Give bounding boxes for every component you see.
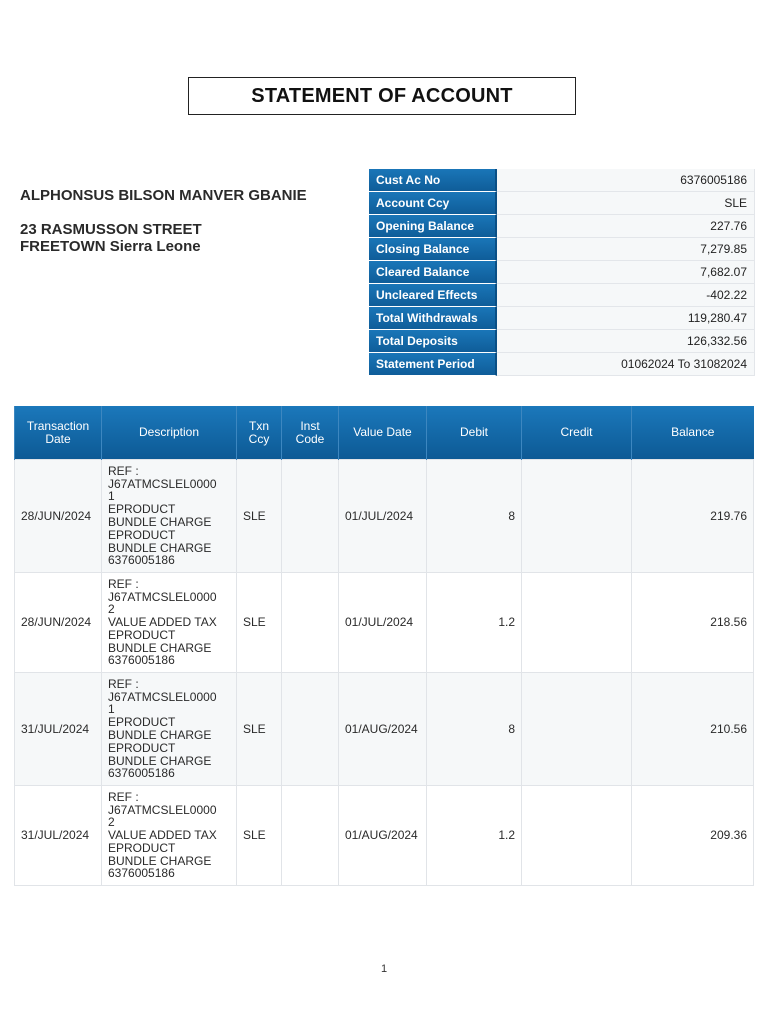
summary-value: 7,279.85 — [497, 238, 755, 261]
transactions-table — [14, 406, 754, 886]
summary-row — [369, 353, 755, 376]
table-row — [15, 460, 754, 573]
txn-credit — [522, 460, 632, 573]
page-number: 1 — [380, 963, 388, 975]
header-transaction-date: Transaction Date — [15, 406, 102, 460]
summary-row — [369, 238, 755, 261]
table-row — [15, 673, 754, 786]
summary-value: 01062024 To 31082024 — [497, 353, 755, 376]
summary-row — [369, 284, 755, 307]
customer-block — [20, 187, 340, 255]
summary-row — [369, 307, 755, 330]
txn-balance: 219.76 — [632, 460, 754, 573]
summary-value: 7,682.07 — [497, 261, 755, 284]
txn-description: REF : J67ATMCSLEL0000 1 EPRODUCT BUNDLE CHARGE EPRODUCT BUNDLE CHARGE 6376005186 — [102, 460, 237, 573]
summary-row — [369, 261, 755, 284]
summary-label: Closing Balance — [369, 238, 497, 261]
header-value-date: Value Date — [339, 406, 427, 460]
statement-title: STATEMENT OF ACCOUNT — [188, 77, 576, 115]
txn-inst-code — [282, 673, 339, 786]
txn-inst-code — [282, 573, 339, 673]
summary-row — [369, 330, 755, 353]
txn-debit: 1.2 — [427, 573, 522, 673]
header-credit: Credit — [522, 406, 632, 460]
summary-label: Uncleared Effects — [369, 284, 497, 307]
account-summary-table — [369, 169, 755, 376]
table-row — [15, 573, 754, 673]
txn-value-date: 01/AUG/2024 — [339, 786, 427, 886]
txn-debit: 8 — [427, 673, 522, 786]
summary-label: Opening Balance — [369, 215, 497, 238]
txn-inst-code — [282, 786, 339, 886]
summary-value: 126,332.56 — [497, 330, 755, 353]
txn-credit — [522, 786, 632, 886]
table-row — [15, 786, 754, 886]
txn-ccy: SLE — [237, 673, 282, 786]
summary-label: Account Ccy — [369, 192, 497, 215]
summary-label: Total Withdrawals — [369, 307, 497, 330]
txn-date: 31/JUL/2024 — [15, 786, 102, 886]
header-debit: Debit — [427, 406, 522, 460]
summary-value: 227.76 — [497, 215, 755, 238]
transactions-header-row — [15, 406, 754, 460]
txn-credit — [522, 573, 632, 673]
summary-label: Statement Period — [369, 353, 497, 376]
summary-value: 119,280.47 — [497, 307, 755, 330]
txn-value-date: 01/AUG/2024 — [339, 673, 427, 786]
summary-label: Total Deposits — [369, 330, 497, 353]
txn-ccy: SLE — [237, 573, 282, 673]
txn-debit: 1.2 — [427, 786, 522, 886]
txn-debit: 8 — [427, 460, 522, 573]
address-line-1: 23 RASMUSSON STREET — [20, 221, 202, 238]
txn-balance: 218.56 — [632, 573, 754, 673]
txn-balance: 210.56 — [632, 673, 754, 786]
customer-name: ALPHONSUS BILSON MANVER GBANIE — [20, 187, 307, 204]
txn-date: 28/JUN/2024 — [15, 460, 102, 573]
header-txn-ccy: Txn Ccy — [237, 406, 282, 460]
summary-row — [369, 169, 755, 192]
header-description: Description — [102, 406, 237, 460]
summary-label: Cleared Balance — [369, 261, 497, 284]
header-balance: Balance — [632, 406, 754, 460]
txn-description: REF : J67ATMCSLEL0000 1 EPRODUCT BUNDLE CHARGE EPRODUCT BUNDLE CHARGE 6376005186 — [102, 673, 237, 786]
txn-balance: 209.36 — [632, 786, 754, 886]
txn-value-date: 01/JUL/2024 — [339, 460, 427, 573]
summary-row — [369, 192, 755, 215]
txn-inst-code — [282, 460, 339, 573]
txn-ccy: SLE — [237, 460, 282, 573]
address-line-2: FREETOWN Sierra Leone — [20, 238, 201, 255]
summary-row — [369, 215, 755, 238]
summary-value: -402.22 — [497, 284, 755, 307]
txn-date: 31/JUL/2024 — [15, 673, 102, 786]
txn-date: 28/JUN/2024 — [15, 573, 102, 673]
summary-label: Cust Ac No — [369, 169, 497, 192]
txn-description: REF : J67ATMCSLEL0000 2 VALUE ADDED TAX EPRODUCT BUNDLE CHARGE 6376005186 — [102, 573, 237, 673]
summary-value: 6376005186 — [497, 169, 755, 192]
txn-credit — [522, 673, 632, 786]
txn-description: REF : J67ATMCSLEL0000 2 VALUE ADDED TAX EPRODUCT BUNDLE CHARGE 6376005186 — [102, 786, 237, 886]
txn-ccy: SLE — [237, 786, 282, 886]
summary-value: SLE — [497, 192, 755, 215]
header-inst-code: Inst Code — [282, 406, 339, 460]
txn-value-date: 01/JUL/2024 — [339, 573, 427, 673]
